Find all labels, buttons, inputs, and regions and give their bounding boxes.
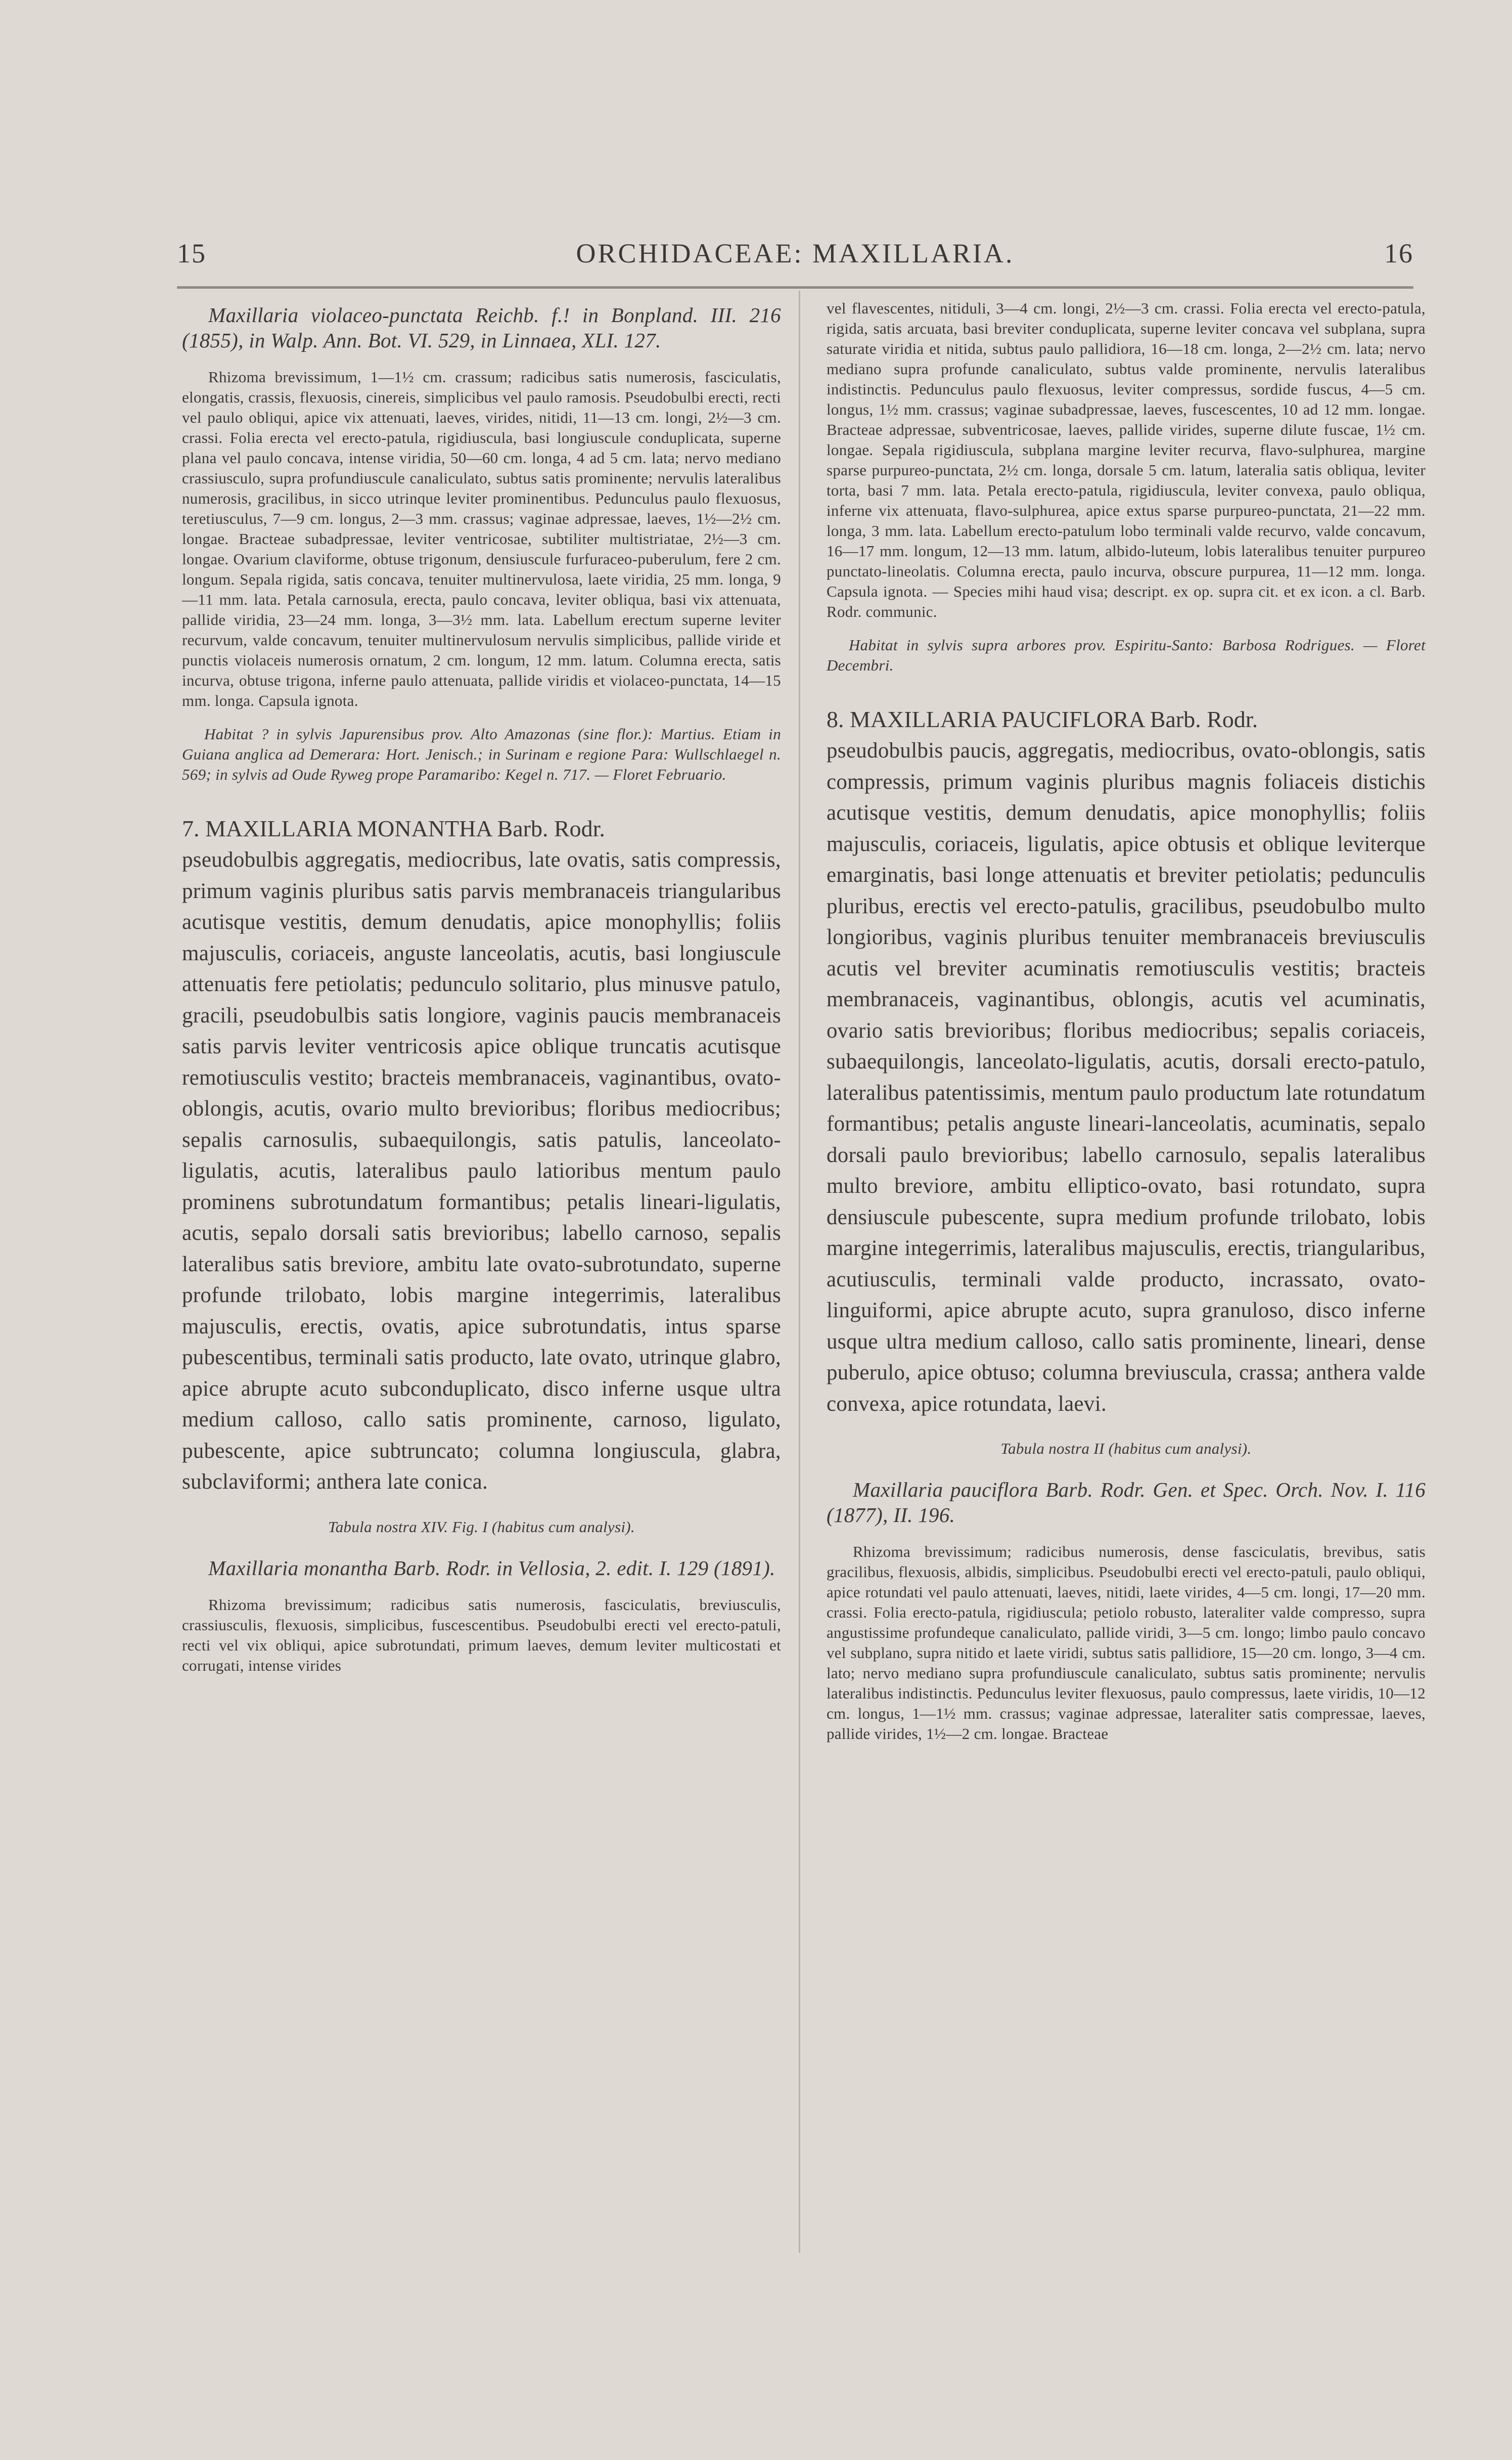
synonym-reference: Maxillaria pauciflora Barb. Rodr. Gen. et Spec. Orch. Nov. I. 116 (1877), II. 196. [827,1478,1426,1527]
running-head [177,238,1413,286]
species-heading [182,813,781,844]
right-column [827,298,1426,1744]
species-title: 8. MAXILLARIA PAUCIFLORA Barb. Rodr. [827,706,1258,732]
synonym-reference: Maxillaria violaceo-punctata Reichb. f.! in Bonpland. III. 216 (1855), in Walp. Ann. Bot. VI. 529, in Linnaea, XLI. 127. [182,303,781,352]
habitat-paragraph: Habitat ? in sylvis Japurensibus prov. Alto Amazonas (sine flor.): Martius. Etiam in Guiana anglica ad Demerara: Hort. Jenisch.; in Surinam e regione Para: Wullschlaegel n. 569; in sylvis ad Oude Ryweg prope Paramaribo: Kegel n. 717. — Floret Februario. [182,725,781,783]
species-heading [827,704,1426,735]
page-number-right: 16 [1384,238,1413,269]
species-title: 7. MAXILLARIA MONANTHA Barb. Rodr. [182,816,605,841]
column-divider [799,291,800,2253]
synonym-reference: Maxillaria monantha Barb. Rodr. in Vellosia, 2. edit. I. 129 (1891). [208,1556,775,1580]
species-diagnosis: pseudobulbis aggregatis, mediocribus, late ovatis, satis compressis, primum vaginis pluribus satis parvis membranaceis triangularibus acutisque vestitis, demum denudatis, apice monophyllis; foliis majusculis, coriaceis, anguste lanceolatis, acutis, basi longiuscule attenuatis fere petiolatis; pedunculo solitario, plus minusve patulo, gracili, pseudobulbis satis longiore, vaginis paucis membranaceis satis parvis leviter ventricosis apice oblique truncatis acutisque remotiusculis vestito; bracteis membranaceis, vaginantibus, ovato-oblongis, acutis, ovario multo brevioribus; floribus mediocribus; sepalis carnosulis, subaequilongis, satis patulis, lanceolato-ligulatis, acutis, lateralibus paulo latioribus mentum paulo prominens subrotundatum formantibus; petalis lineari-ligulatis, acutis, sepalo dorsali satis brevioribus; labello carnoso, sepalis lateralibus satis breviore, ambitu late ovato-subrotundato, superne profunde trilobato, lobis margine integerrimis, lateralibus majusculis, erectis, ovatis, apice subrotundatis, intus sparse pubescentibus, terminali satis producto, late ovato, utrinque glabro, apice abrupte acuto subconduplicato, disco inferne usque ultra medium calloso, callo satis prominente, carnoso, ligulato, pubescente, apice subtruncato; columna longiuscula, glabra, subclaviformi; anthera late conica. [182,848,781,1494]
header-rule [177,286,1413,289]
species-diagnosis: pseudobulbis paucis, aggregatis, mediocribus, ovato-oblongis, satis compressis, primum vaginis pluribus magnis foliaceis distichis acutisque vestitis, demum denudatis, apice monophyllis; foliis majusculis, coriaceis, ligulatis, apice obtusis et oblique leviterque emarginatis, basi longe attenuatis et breviter petiolatis; pedunculis pluribus, erectis vel erecto-patulis, gracilibus, pseudobulbo multo longioribus, vaginis pluribus tenuiter membranaceis breviusculis acutis vel breviter acuminatis remotiusculis vestitis; bracteis membranaceis, vaginantibus, oblongis, acutis vel acuminatis, ovario satis brevioribus; floribus mediocribus; sepalis coriaceis, subaequilongis, lanceolato-ligulatis, acutis, dorsali erecto-patulo, lateralibus patentissimis, mentum paulo productum late rotundatum formantibus; petalis anguste lineari-lanceolatis, acuminatis, sepalo dorsali paulo brevioribus; labello carnosulo, sepalis lateralibus multo breviore, ambitu elliptico-ovato, basi rotundato, supra densiuscule pubescente, supra medium profunde trilobato, lobis margine integerrimis, lateralibus majusculis, erectis, triangularibus, acutiusculis, terminali valde producto, incrassato, ovato-linguiformi, apice abrupte acuto, supra granuloso, disco inferne usque ultra medium calloso, callo satis prominente, lineari, dense puberulo, apice obtuso; columna breviuscula, crassa; anthera valde convexa, apice rotundata, laevi. [827,739,1426,1416]
page-number-left: 15 [177,238,206,269]
description-paragraph: Rhizoma brevissimum; radicibus numerosis, dense fasciculatis, brevibus, satis gracilibus, flexuosis, albidis, simplicibus. Pseudobulbi erecti vel erecto-patuli, paulo obliqui, apice rotundati vel paulo attenuati, laeves, nitidi, laete virides, 4—5 cm. longi, 17—20 mm. crassi. Folia erecto-patula, rigidiuscula; petiolo robusto, lateraliter valde compresso, supra angustissime profundeque canaliculato, pallide viridi, 3—5 cm. longo; limbo paulo concavo vel subplano, supra nitido et laete viridi, subtus satis pallidiore, 15—20 cm. longo, 3—4 cm. lato; nervo mediano supra profundiuscule canaliculato, subtus satis prominente; nervulis lateralibus indistinctis. Pedunculus leviter flexuosus, paulo compressus, laete viridis, 10—12 cm. longus, 1—1½ mm. crassus; vaginae adpressae, lateraliter satis compressae, laeves, pallide virides, 1½—2 cm. longae. Bracteae [827,1543,1426,1742]
description-paragraph: Rhizoma brevissimum, 1—1½ cm. crassum; radicibus satis numerosis, fasciculatis, elongatis, crassis, flexuosis, cinereis, simplicibus vel paulo ramosis. Pseudobulbi erecti, recti vel paulo obliqui, apice vix attenuati, laeves, virides, nitidi, 11—13 cm. longi, 2½—3 cm. crassi. Folia erecta vel erecto-patula, rigidiuscula, basi longiuscule conduplicata, superne plana vel paulo concava, intense viridia, 50—60 cm. longa, 4 ad 5 cm. lata; nervo mediano crassiusculo, supra profundiuscule canaliculato, subtus satis prominente; nervulis lateralibus numerosis, gracilibus, in sicco utrinque leviter prominentibus. Pedunculus paulo flexuosus, teretiusculus, 7—9 cm. longus, 2—3 mm. crassus; vaginae adpressae, laeves, 1½—2½ cm. longae. Bracteae subadpressae, leviter ventricosae, subtiliter multistriatae, 2½—3 cm. longae. Ovarium claviforme, obtuse trigonum, densiuscule furfuraceo-puberulum, fere 2 cm. longum. Sepala rigida, satis concava, tenuiter multinervulosa, laete viridia, 25 mm. longa, 9—11 mm. lata. Petala carnosula, erecta, paulo concava, leviter obliqua, basi vix attenuata, pallide viridia, 23—24 mm. longa, 3—3½ mm. lata. Labellum erectum superne leviter recurvum, valde concavum, tenuiter multinervulosum nervulis simplicibus, pallide viride et punctis violaceis numerosis ornatum, 2 cm. longum, 12 mm. latum. Columna erecta, satis incurva, obtuse trigona, inferne paulo attenuata, pallide viridis et violaceo-punctata, 14—15 mm. longa. Capsula ignota. [182,368,781,709]
plate-reference: Tabula nostra II (habitus cum analysi). [1000,1440,1252,1457]
left-column [182,298,781,1676]
description-continuation: vel flavescentes, nitiduli, 3—4 cm. longi, 2½—3 cm. crassi. Folia erecta vel erecto-patula, rigida, satis arcuata, basi breviter conduplicata, superne leviter concava vel subplana, supra saturate viridia et nitida, subtus paulo pallidiora, 16—18 cm. longa, 2—2½ cm. lata; nervo mediano supra profunde canaliculato, subtus valde prominente, nervulis lateralibus indistinctis. Pedunculus paulo flexuosus, leviter compressus, sordide fuscus, 4—5 cm. longus, 1½ mm. crassus; vaginae subadpressae, laeves, fuscescentes, 10 ad 12 mm. longae. Bracteae adpressae, subventricosae, laeves, pallide virides, superne dilute fuscae, 1½ cm. longae. Sepala rigidiuscula, subplana margine leviter recurva, flavo-sulphurea, margine sparse purpureo-punctata, 2½ cm. longa, dorsale 5 cm. latum, lateralia satis obliqua, leviter torta, basi 7 mm. lata. Petala erecto-patula, rigidiuscula, leviter convexa, paulo obliqua, inferne vix attenuata, flavo-sulphurea, apice extus sparse purpureo-punctata, 21—22 mm. longa, 3 mm. lata. Labellum erecto-patulum lobo terminali valde recurvo, valde concavum, 16—17 mm. longum, 12—13 mm. latum, albido-luteum, lobis lateralibus tenuiter purpureo punctato-lineolatis. Columna erecta, paulo incurva, obscure purpurea, 11—12 mm. longa. Capsula ignota. — Species mihi haud visa; descript. ex op. supra cit. et ex icon. a cl. Barb. Rodr. communic. [827,299,1426,620]
plate-reference: Tabula nostra XIV. Fig. I (habitus cum analysi). [328,1517,635,1536]
running-title: ORCHIDACEAE: MAXILLARIA. [576,238,1015,269]
habitat-paragraph: Habitat in sylvis supra arbores prov. Espiritu-Santo: Barbosa Rodrigues. — Floret Decembri. [827,636,1426,674]
description-paragraph: Rhizoma brevissimum; radicibus satis numerosis, fasciculatis, breviusculis, crassiusculis, flexuosis, simplicibus, fuscescentibus. Pseudobulbi erecti vel erecto-patuli, recti vel vix obliqui, apice subrotundati, primum laeves, demum leviter multicostati et corrugati, intense virides [182,1595,781,1674]
